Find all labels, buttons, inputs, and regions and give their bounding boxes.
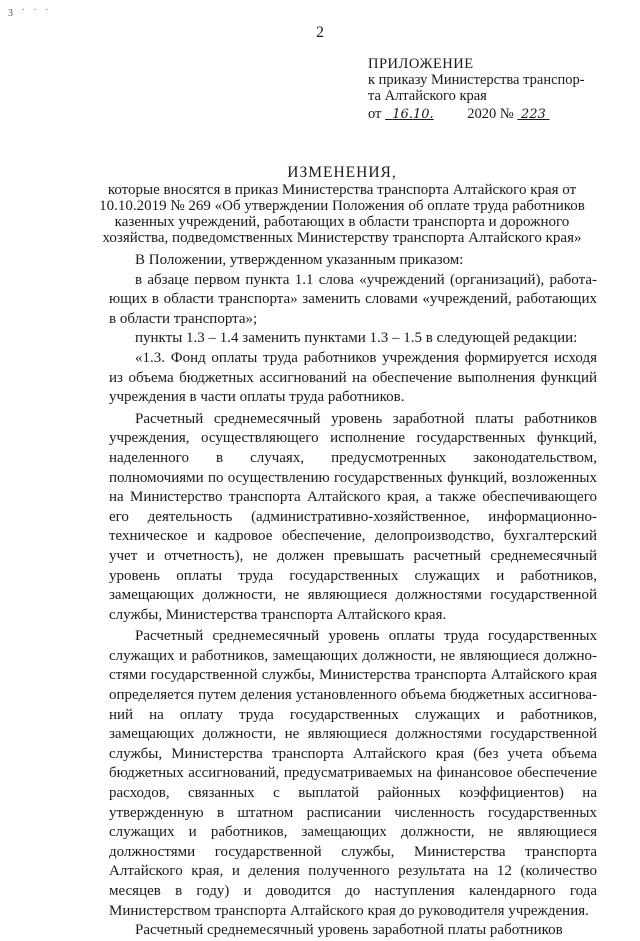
document-body (109, 251, 597, 941)
paragraph-replace-points: пункты 1.3 – 1.4 заменить пунктами 1.3 – 1.5 в следующей редакции: (135, 330, 578, 347)
paragraph-amend-1-1: в абзаце первом пункта 1.1 слова «учреждений (организаций), работающих в области транспорта» заменить словами «учреждений, работающих в области транспорта»; (109, 271, 597, 327)
appendix-order-line-1: к приказу Министерства транспор- (368, 72, 585, 88)
appendix-order-line-2: та Алтайского края (368, 88, 487, 104)
paragraph-salary-level: Расчетный среднемесячный уровень заработной платы работников учреждения, осуществляющего исполнение государственных функций, наделенного в случаях, предусмотренных законодательством, полномочиями по осуществлению государственных функций, возложенных на Министерство транспорта Алтайского края, а также обеспечивающего его деятельность (административно-хозяйственное, информационно-техническое и кадровое обеспечение, делопроизводство, бухгалтерский учет и отчетность), не должен превышать расчетный среднемесячный уровень оплаты труда государственных служащих и работников, замещающих должности, не являющиеся должностями государственной службы, Министерства транспорта Алтайского края. (109, 410, 597, 623)
title-line-3: казенных учреждений, работающих в области транспорта и дорожного (114, 214, 570, 230)
paragraph-intro: В Положении, утвержденном указанным приказом: (135, 252, 464, 268)
handwritten-date: 16.10. (392, 107, 434, 122)
corner-marks: 3 ˙ ˙ ˙ (8, 8, 52, 19)
title-line-1: которые вносятся в приказ Министерства транспорта Алтайского края от (107, 182, 577, 198)
paragraph-1-3: «1.3. Фонд оплаты труда работников учреждения формируется исходя из объема бюджетных ассигнований на обеспечение выполнения функций учреждения в части оплаты труда работников. (109, 349, 597, 406)
date-field (385, 106, 464, 122)
year-number-label: 2020 № (467, 106, 514, 122)
paragraph-pay-level-calc: Расчетный среднемесячный уровень оплаты труда государственных служащих и работников, замещающих должности, не являющиеся должностями государственной службы, Министерства транспорта Алтайского края определяется путем деления установленного объема бюджетных ассигнований на оплату труда государственных служащих и работников, замещающих должности, не являющиеся должностями государственной службы, Министерства транспорта Алтайского края (без учета объема бюджетных ассигнований, предусматриваемых на финансовое обеспечение расходов, связанных с выплатой районных коэффициентов) на утвержденную в штатном расписании численность государственных служащих и работников, замещающих должности, не являющиеся должностями государственной службы, Министерства транспорта Алтайского края, и деления полученного результата на 12 (количество месяцев в году) и доводится до наступления календарного года Министерством транспорта Алтайского края до руководителя учреждения. (109, 628, 597, 919)
title-heading: ИЗМЕНЕНИЯ, (287, 164, 397, 181)
paragraph-continued: Расчетный среднемесячный уровень заработной платы работников (135, 922, 563, 939)
from-label: от (368, 106, 382, 122)
appendix-block (368, 56, 618, 123)
title-line-2: 10.10.2019 № 269 «Об утверждении Положения об оплате труда работников (99, 198, 585, 214)
appendix-heading: ПРИЛОЖЕНИЕ (368, 56, 474, 72)
title-line-4: хозяйства, подведомственных Министерству транспорта Алтайского края» (102, 230, 582, 246)
document-title (86, 165, 598, 246)
handwritten-number: 223 (520, 107, 546, 122)
appendix-date-line (368, 106, 618, 123)
number-field (517, 106, 549, 122)
page-number: 2 (316, 24, 324, 41)
